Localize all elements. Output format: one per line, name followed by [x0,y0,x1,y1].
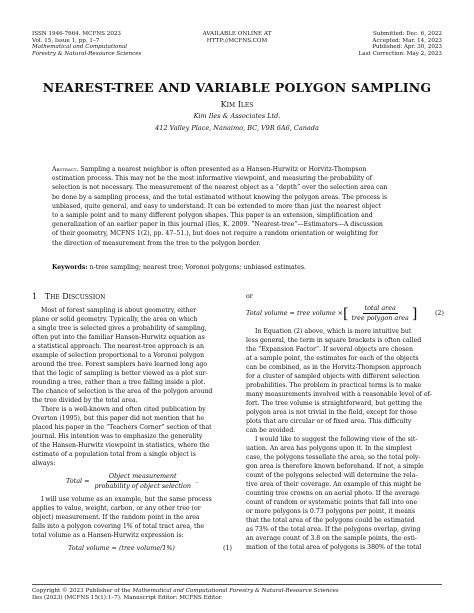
text-line: I will use volume as an example, but the same process [41,496,212,503]
text-line: total volume as a Hansen-Hurwitz expression is: [32,532,184,539]
text-line: example of selection proportional to a Voronoi polygon [32,352,205,359]
text-line: placed his paper in the “Teachers Corner” section of that [32,424,212,431]
journal-title: Mathematical and Computational Forestry & Natural-Resource Sciences [132,588,339,594]
equation-1 [32,544,232,553]
text-line: or more polygons is 0.73 polygons per point, it means [246,508,416,515]
fraction-numerator: total area [364,304,396,312]
section-title: The Discussion [44,292,106,301]
keywords [52,264,424,271]
text-line: probabilities. The problem in practical terms is to make [246,382,422,389]
text-line: of the Hansen-Hurwitz viewpoint in statistics, where the [32,442,210,449]
published-date: Published: Apr. 30, 2023 [372,44,442,51]
text-line: rounding a tree, rather than a tree falling inside a plot. [32,379,206,386]
affiliation-org: Kim Iles & Associates Ltd. [193,112,281,120]
text-line: Overton (1995), but this paper did not mention that he [32,415,204,422]
text-line: There is a well-known and often cited publication by [41,406,206,413]
section-heading [32,292,232,301]
paragraph [32,495,232,540]
text-line: I would like to suggest the following view of the sit- [255,436,418,443]
equation-fraction [349,304,410,323]
abstract-line: estimation process. This may not be the most informative viewpoint, and measuring the probability of [52,175,373,183]
author-name: Kim Iles [220,100,254,109]
text-line: applies to value, weight, carbon, or any other tree (or [32,505,201,512]
text-line: the tree divided by the total area. [32,397,138,404]
text-line: count of random or systematic points that fall into one [246,499,418,506]
affiliation-address: 412 Valley Place, Nanaimo, BC, V9R 6A6, Canada [155,124,319,132]
paragraph [32,306,232,405]
right-column [246,292,444,552]
text-line: a single tree is selected gives a probability of sampling, [32,325,207,332]
equation-number: (1) [222,544,232,552]
text-line: many measurements involved with a reasonable level of ef- [246,391,432,398]
text-line: as 73% of the total area. If the polygons overlap, giving [246,526,421,533]
accepted-date: Accepted: Mar. 14, 2023 [372,37,442,44]
correction-date: Last Correction: May 2, 2023 [358,50,442,57]
paragraph [246,327,444,435]
text-line: at a sample point, the estimates for each of the objects [246,355,419,362]
equation-lhs: Total volume = tree volume × [246,309,344,317]
text-line: around the tree. Forest samplers have learned long ago [32,361,208,368]
abstract-line: be done by a sampling process, and the total estimated without knowing the polygon areas. The process is [52,193,388,201]
submitted-date: Submitted: Dec. 6, 2022 [373,31,442,37]
abstract-line: selection is not necessary. The measurement of the nearest object as a “depth” over the selection area can [52,184,388,192]
text-or: or [246,293,253,300]
page-footer [32,584,442,602]
text-line: fort. The tree volume is straightforward, but getting the [246,400,423,407]
keywords-label: Keywords: [52,264,88,271]
text-line: estimate of a population total from a single object is [32,451,196,458]
text-line: count of the polygons selected will determine the rela- [246,472,418,479]
text-line: journal. His intention was to emphasize the generality [32,433,203,440]
text-line: an average count of 3.8 on the sample points, the esti- [246,535,417,542]
fraction-denominator: tree polygon area [351,314,409,322]
dates-info [359,31,442,57]
equation-lhs: Total = [66,477,90,485]
text-line: can be combined, as in the Horvitz-Thompson approach [246,364,422,371]
text-line: mation of the total area of polygons is 380% of the total [246,544,422,551]
text-line: often put into the familiar Hansen-Hurwitz equation as [32,334,205,341]
text-line: less general, the term in square brackets is often called [246,337,422,344]
text-line: the “Expansion Factor”. If several objects are chosen [246,346,413,353]
text-line: for a cluster of sampled objects with different selection [246,373,420,380]
abstract-line: Sampling a nearest neighbor is often presented as a Hansen-Hurwitz or Horvitz-Thompson [80,166,367,173]
journal-name-line-2: Forestry & Natural-Resource Sciences [32,50,142,57]
bracket-open: [ [343,305,349,322]
abstract-line: unbiased, quite general, and easy to understand. It can be extended to more than just the nearest object [52,202,382,210]
paragraph [32,405,232,468]
copyright-prefix: Copyright © 2023 Publisher of the [32,588,133,594]
text-line: Most of forest sampling is about geometry, either [41,307,197,314]
text-line: tive area of their coverage. An example of this might be [246,481,422,488]
text-line: falls into a polygon covering 1% of total tract area, the [32,523,205,530]
text-line: that the logic of sampling is better viewed as a plot sur- [32,370,208,377]
abstract [52,165,424,248]
text-line: always: [32,460,56,467]
abstract-line: to a sample point and to many different polygon shapes. This paper is an extension, simplification and [52,212,373,220]
issn-line: ISSN 1946-7664. MCFNS 2023 [32,31,121,37]
equation-number: (2) [434,309,444,317]
text-line: can be avoided. [246,427,296,434]
abstract-label: Abstract. [52,166,79,173]
text-line: polygon area is not trivial in the field, except for those [246,409,417,416]
text-line: counting tree crowns on an aerial photo. If the average [246,490,420,497]
availability-note: AVAILABLE ONLINE AT HTTP://MCFNS.COM [202,31,272,44]
equation-fraction [92,472,193,491]
text-line: The chance of selection is the area of the polygon around [32,388,213,395]
text-line: that the total area of the polygons could be estimated [246,517,415,524]
text-line: gon area is therefore known beforehand. If not, a simple [246,463,424,470]
fraction-denominator: probability of object selection [94,482,191,490]
abstract-line: generalization of an earlier paper in this journal (Iles, K. 2009. “Nearest-tree”—Estimators—A discussion [52,221,383,229]
equation-text: Total volume = (tree volume/1%) [68,544,175,552]
equation-2 [246,304,444,323]
keywords-text: n-tree sampling; nearest tree; Voronoi polygons; unbiased estimates. [89,264,306,271]
abstract-line: the direction of measurement from the tree to the polygon border. [52,239,261,247]
text-line: In Equation (2) above, which is more intuitive but [255,328,412,335]
equation-tail: . [195,477,198,485]
left-column [32,292,232,553]
fraction-numerator: Object measurement [108,472,177,480]
section-number: 1 [32,292,38,301]
citation-line: Iles (2023) (MCFNS 15(1):1–7). Manuscript Editor: MCFNS Editor [32,595,222,602]
text-line: uation. An area has polygons upon it. In the simplest [246,445,412,452]
equation-total [32,472,232,491]
text-line: plane or solid geometry. Typically, the area on which [32,316,198,323]
text-line: object) measurement. If the random point in the area [32,514,200,521]
journal-name-line: Mathematical and Computational [32,44,128,51]
volume-line: Vol. 15, Issue 1, pp. 1–7 [32,37,100,44]
bracket-close: ] [411,305,418,322]
paragraph [246,435,444,552]
abstract-line: of their geometry, MCFNS 1(2), pp. 47–51.), but does not require a random orientation or weighting for [52,230,379,238]
text-line: case, the polygons tessellate the area, so the total poly- [246,454,421,461]
paper-title: NEAREST-TREE AND VARIABLE POLYGON SAMPLING [42,80,432,95]
text-line: plots that are circular or of fixed area. This difficulty [246,418,412,425]
journal-info [32,31,141,57]
text-line: a statistical approach. The nearest-tree approach is an [32,343,204,350]
